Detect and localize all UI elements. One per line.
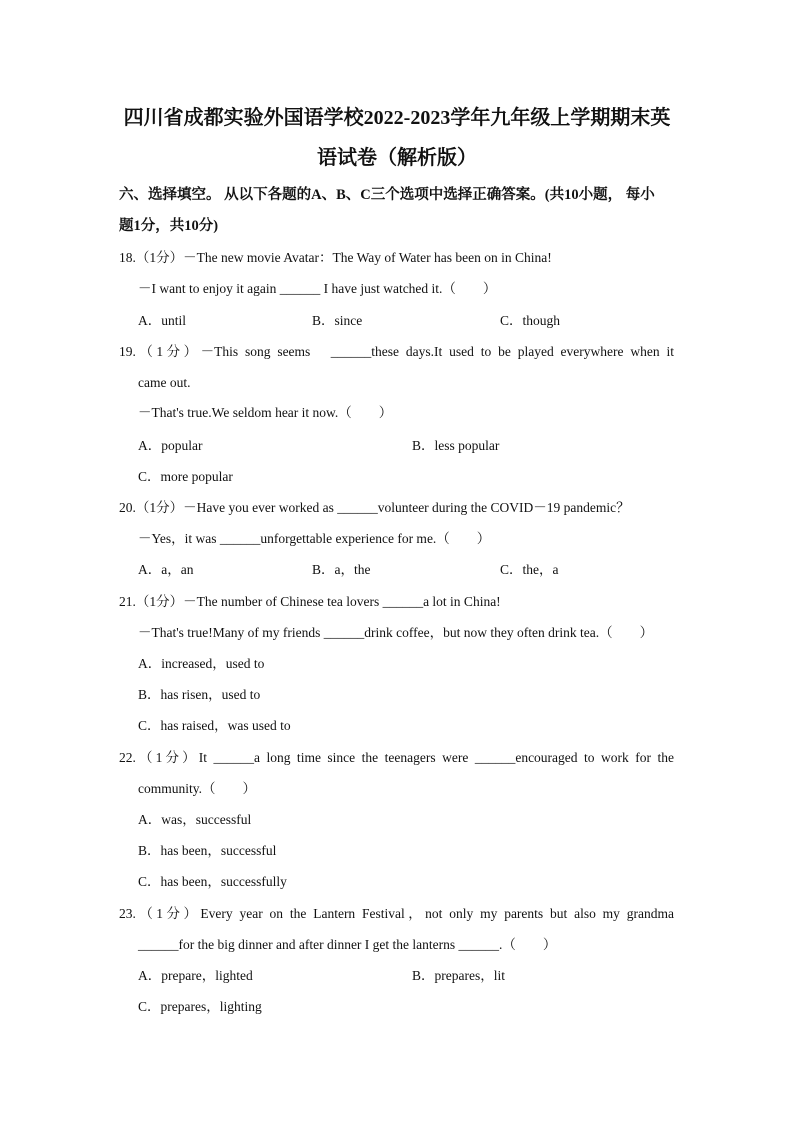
question-23-option-a: A．prepare，lighted [138, 968, 253, 983]
question-18-option-b: B．since [312, 313, 363, 328]
question-23-option-c: C．prepares，lighting [138, 999, 262, 1014]
question-18-dialog: －I want to enjoy it again ______ I have just watched it.（ ） [138, 281, 497, 296]
section-instructions-line-1: 六、选择填空。 从以下各题的A、B、C三个选项中选择正确答案。(共10小题， 每小 [119, 187, 655, 203]
question-18-option-a: A．until [138, 313, 187, 328]
document-title-line-2: 语试卷（解析版） [317, 147, 477, 169]
question-22-option-b: B．has been，successful [138, 843, 277, 858]
question-19-option-b: B．less popular [412, 438, 500, 453]
question-20-option-b: B．a，the [312, 562, 371, 577]
document-title-line-1: 四川省成都实验外国语学校2022-2023学年九年级上学期期末英 [123, 107, 671, 129]
question-23-option-b: B．prepares，lit [412, 968, 505, 983]
section-instructions-line-2: 题1分，共10分) [119, 218, 219, 234]
question-22-stem-continued: community.（ ） [138, 781, 256, 796]
question-20-stem: 20.（1分）－Have you ever worked as ______volunteer during the COVID－19 pandemic？ [119, 500, 630, 515]
question-18-option-c: C．though [500, 313, 561, 328]
question-22-stem: 22.（1分）It ______a long time since the teenagers were ______encouraged to work for the [119, 750, 674, 765]
question-19-stem-continued: came out. [138, 375, 191, 390]
question-21-option-c: C．has raised，was used to [138, 718, 291, 733]
question-22-option-a: A．was，successful [138, 812, 252, 827]
question-21-dialog: －That's true!Many of my friends ______drink coffee，but now they often drink tea.（ ） [138, 625, 654, 640]
question-18-stem: 18.（1分）－The new movie Avatar：The Way of Water has been on in China! [119, 250, 552, 265]
question-20-option-c: C．the，a [500, 562, 559, 577]
question-20-dialog: －Yes，it was ______unforgettable experience for me.（ ） [138, 531, 491, 546]
question-19-option-c: C．more popular [138, 469, 233, 484]
question-19-dialog: －That's true.We seldom hear it now.（ ） [138, 405, 393, 420]
question-20-option-a: A．a，an [138, 562, 194, 577]
question-21-option-a: A．increased，used to [138, 656, 265, 671]
question-23-stem-continued: ______for the big dinner and after dinner I get the lanterns ______.（ ） [138, 937, 557, 952]
question-19-option-a: A．popular [138, 438, 203, 453]
question-21-stem: 21.（1分）－The number of Chinese tea lovers ______a lot in China! [119, 594, 501, 609]
question-21-option-b: B．has risen，used to [138, 687, 261, 702]
question-22-option-c: C．has been，successfully [138, 874, 287, 889]
question-23-stem: 23.（1分）Every year on the Lantern Festival，not only my parents but also my grandma [119, 906, 674, 921]
question-19-stem: 19.（1分）－This song seems ______these days.It used to be played everywhere when it [119, 344, 674, 359]
